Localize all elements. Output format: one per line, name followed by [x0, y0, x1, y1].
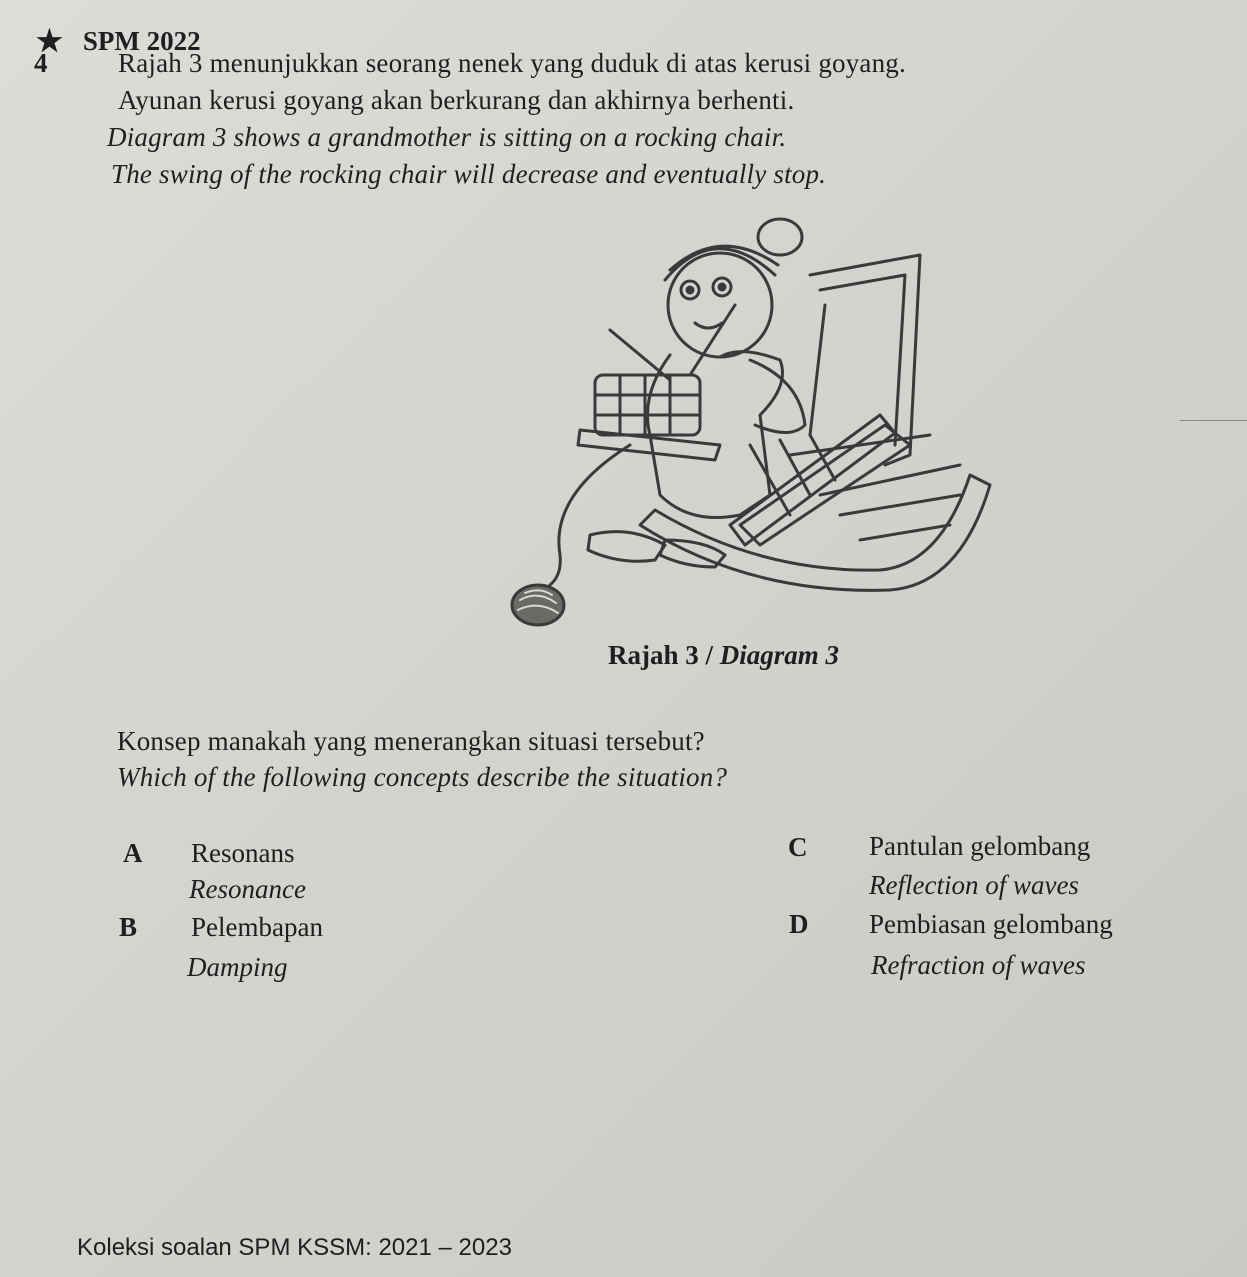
- exam-title: SPM 2022: [82, 26, 201, 56]
- question-line-en-1: Diagram 3 shows a grandmother is sitting on a rocking chair.: [107, 122, 787, 152]
- option-c-translation: Reflection of waves: [869, 870, 1079, 900]
- option-a-text[interactable]: Resonans: [191, 838, 295, 868]
- option-c-letter[interactable]: C: [788, 832, 808, 862]
- star-icon: ★: [36, 24, 63, 58]
- option-a-letter[interactable]: A: [123, 838, 143, 868]
- option-d-text[interactable]: Pembiasan gelombang: [869, 909, 1113, 939]
- question-number: 4: [34, 48, 48, 78]
- question-line-en-2: The swing of the rocking chair will decrease and eventually stop.: [111, 159, 827, 189]
- option-d-translation: Refraction of waves: [871, 950, 1086, 980]
- edge-mark: [1180, 420, 1247, 421]
- option-d-letter[interactable]: D: [789, 909, 809, 939]
- option-a-translation: Resonance: [189, 874, 306, 904]
- question-line-ms-1: Rajah 3 menunjukkan seorang nenek yang duduk di atas kerusi goyang.: [118, 48, 906, 78]
- option-c-text[interactable]: Pantulan gelombang: [869, 831, 1091, 861]
- footer-source: Koleksi soalan SPM KSSM: 2021 – 2023: [77, 1234, 512, 1261]
- caption-ms: Rajah 3 /: [608, 640, 714, 670]
- caption-en: Diagram 3: [719, 640, 840, 670]
- rocking-chair-illustration: [490, 195, 1000, 635]
- figure-caption: [608, 640, 839, 671]
- option-b-letter[interactable]: B: [119, 912, 138, 942]
- option-b-translation: Damping: [187, 952, 288, 982]
- prompt-ms: Konsep manakah yang menerangkan situasi tersebut?: [117, 726, 705, 756]
- prompt-en: Which of the following concepts describe the situation?: [117, 762, 728, 792]
- option-b-text[interactable]: Pelembapan: [191, 912, 323, 942]
- question-line-ms-2: Ayunan kerusi goyang akan berkurang dan akhirnya berhenti.: [118, 85, 795, 115]
